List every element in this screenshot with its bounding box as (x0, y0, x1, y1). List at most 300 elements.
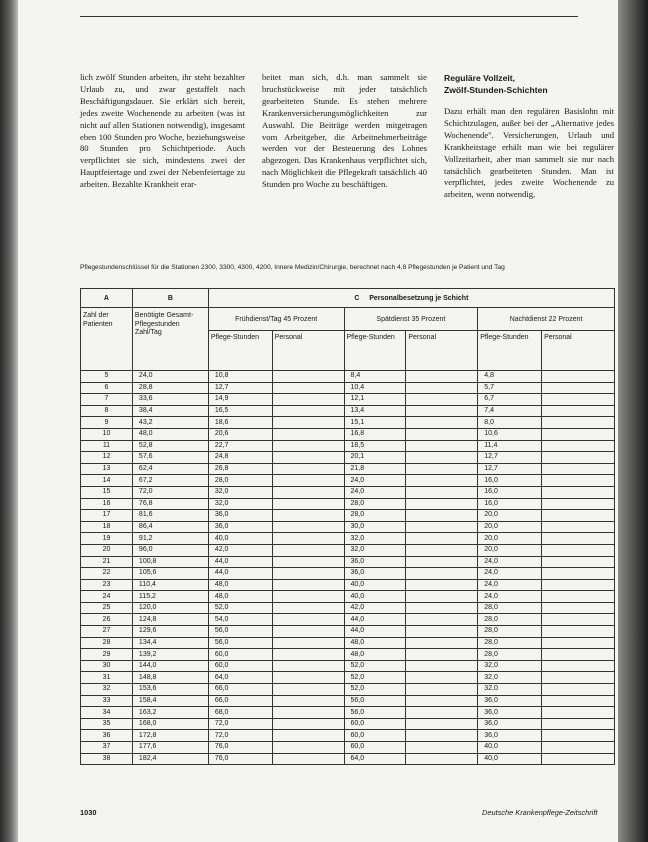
late-staff-cell (406, 521, 478, 533)
patients-cell: 22 (81, 568, 133, 580)
late-hours-cell: 20,1 (344, 452, 406, 464)
staff-subheader: Personal (272, 331, 344, 371)
late-hours-cell: 21,8 (344, 463, 406, 475)
table-row (81, 614, 615, 626)
col-c-title: Personalbesetzung je Schicht (369, 294, 469, 302)
late-staff-cell (406, 579, 478, 591)
early-hours-cell: 36,0 (208, 510, 272, 522)
col-b-subheader: Benötigte Gesamt-Pflegestunden Zahl/Tag (132, 308, 208, 371)
patients-cell: 24 (81, 591, 133, 603)
early-staff-cell (272, 753, 344, 765)
patients-cell: 33 (81, 695, 133, 707)
late-hours-cell: 16,8 (344, 428, 406, 440)
night-staff-cell (542, 417, 615, 429)
night-hours-cell: 7,4 (478, 405, 542, 417)
early-staff-cell (272, 371, 344, 383)
late-hours-cell: 15,1 (344, 417, 406, 429)
night-hours-cell: 12,7 (478, 452, 542, 464)
early-staff-cell (272, 394, 344, 406)
early-staff-cell (272, 730, 344, 742)
late-staff-cell (406, 626, 478, 638)
night-staff-cell (542, 428, 615, 440)
night-staff-cell (542, 718, 615, 730)
total-hours-cell: 129,6 (132, 626, 208, 638)
night-hours-cell: 32,0 (478, 660, 542, 672)
early-staff-cell (272, 684, 344, 696)
total-hours-cell: 28,8 (132, 382, 208, 394)
table-row (81, 521, 615, 533)
late-staff-cell (406, 544, 478, 556)
late-hours-cell: 60,0 (344, 718, 406, 730)
night-hours-cell: 11,4 (478, 440, 542, 452)
late-hours-cell: 40,0 (344, 591, 406, 603)
patients-cell: 23 (81, 579, 133, 591)
patients-cell: 13 (81, 463, 133, 475)
early-hours-cell: 28,0 (208, 475, 272, 487)
early-hours-cell: 48,0 (208, 591, 272, 603)
night-hours-cell: 28,0 (478, 602, 542, 614)
night-staff-cell (542, 382, 615, 394)
early-staff-cell (272, 417, 344, 429)
night-staff-cell (542, 684, 615, 696)
early-hours-cell: 12,7 (208, 382, 272, 394)
table-row (81, 556, 615, 568)
late-staff-cell (406, 718, 478, 730)
night-staff-cell (542, 544, 615, 556)
late-hours-cell: 60,0 (344, 730, 406, 742)
total-hours-cell: 110,4 (132, 579, 208, 591)
table-row (81, 684, 615, 696)
late-hours-cell: 10,4 (344, 382, 406, 394)
early-staff-cell (272, 626, 344, 638)
paragraph: lich zwölf Stunden arbeiten, ihr steht bezahlter Urlaub zu, und zwar gestaffelt nach Beschäftigungsdauer. Sie erklärt sich bereit, jedes zweite Wochenende zu arbeiten (was ist nicht auf allen Stationen notwendig), insgesamt eben 100 Stunden pro Woche, beziehungsweise 80 Stunden pro Schichtperiode. Auch verpflichtet sie sich, mindestens zwei der Hauptfeiertage und zwei der Nebenfeiertage zu arbeiten. Bezahlte Krankheit erar- (80, 72, 245, 190)
night-staff-cell (542, 649, 615, 661)
total-hours-cell: 158,4 (132, 695, 208, 707)
early-hours-cell: 32,0 (208, 486, 272, 498)
total-hours-cell: 81,6 (132, 510, 208, 522)
night-hours-cell: 32,0 (478, 672, 542, 684)
early-hours-cell: 42,0 (208, 544, 272, 556)
total-hours-cell: 62,4 (132, 463, 208, 475)
night-hours-cell: 28,0 (478, 626, 542, 638)
early-staff-cell (272, 463, 344, 475)
patients-cell: 15 (81, 486, 133, 498)
shift-night-header: Nachtdienst 22 Prozent (478, 308, 615, 331)
patients-cell: 28 (81, 637, 133, 649)
night-hours-cell: 28,0 (478, 614, 542, 626)
total-hours-cell: 124,8 (132, 614, 208, 626)
late-hours-cell: 30,0 (344, 521, 406, 533)
night-staff-cell (542, 475, 615, 487)
late-hours-cell: 44,0 (344, 614, 406, 626)
night-staff-cell (542, 695, 615, 707)
late-hours-cell: 60,0 (344, 742, 406, 754)
total-hours-cell: 91,2 (132, 533, 208, 545)
table-row (81, 742, 615, 754)
patients-cell: 12 (81, 452, 133, 464)
late-hours-cell: 52,0 (344, 660, 406, 672)
patients-cell: 5 (81, 371, 133, 383)
night-hours-cell: 36,0 (478, 718, 542, 730)
late-hours-cell: 28,0 (344, 498, 406, 510)
table-row (81, 394, 615, 406)
late-staff-cell (406, 730, 478, 742)
late-hours-cell: 36,0 (344, 568, 406, 580)
night-hours-cell: 16,0 (478, 498, 542, 510)
early-staff-cell (272, 382, 344, 394)
early-staff-cell (272, 475, 344, 487)
total-hours-cell: 182,4 (132, 753, 208, 765)
early-staff-cell (272, 707, 344, 719)
night-hours-cell: 24,0 (478, 556, 542, 568)
total-hours-cell: 163,2 (132, 707, 208, 719)
patients-cell: 37 (81, 742, 133, 754)
late-staff-cell (406, 533, 478, 545)
late-hours-cell: 8,4 (344, 371, 406, 383)
early-staff-cell (272, 521, 344, 533)
early-hours-cell: 36,0 (208, 521, 272, 533)
table-row (81, 498, 615, 510)
table-row (81, 440, 615, 452)
night-hours-cell: 40,0 (478, 753, 542, 765)
table-row (81, 544, 615, 556)
early-hours-cell: 52,0 (208, 602, 272, 614)
early-hours-cell: 22,7 (208, 440, 272, 452)
patients-cell: 29 (81, 649, 133, 661)
total-hours-cell: 38,4 (132, 405, 208, 417)
hours-subheader: Pflege-Stunden (208, 331, 272, 371)
night-staff-cell (542, 510, 615, 522)
late-staff-cell (406, 394, 478, 406)
early-hours-cell: 18,6 (208, 417, 272, 429)
night-hours-cell: 6,7 (478, 394, 542, 406)
paragraph: Dazu erhält man den regulären Basislohn mit Schichtzulagen, außer bei der „Alternative jedes Wochenende". Versicherungen, Urlaub und Krankheitstage erhält man wie bei regulärer Vollzeitarbeit, aber man sammelt sie nur nach tatsächlich gearbeiteten Stunden. Man ist verpflichtet, jedes zweite Wochenende zu arbeiten, wenn notwendig, (444, 106, 614, 200)
hours-subheader: Pflege-Stunden (344, 331, 406, 371)
late-staff-cell (406, 382, 478, 394)
night-hours-cell: 20,0 (478, 510, 542, 522)
early-hours-cell: 16,5 (208, 405, 272, 417)
early-staff-cell (272, 440, 344, 452)
night-hours-cell: 8,0 (478, 417, 542, 429)
early-hours-cell: 54,0 (208, 614, 272, 626)
patients-cell: 7 (81, 394, 133, 406)
night-hours-cell: 16,0 (478, 475, 542, 487)
table-row (81, 695, 615, 707)
late-staff-cell (406, 568, 478, 580)
late-staff-cell (406, 556, 478, 568)
early-staff-cell (272, 742, 344, 754)
night-staff-cell (542, 568, 615, 580)
total-hours-cell: 144,0 (132, 660, 208, 672)
night-hours-cell: 24,0 (478, 568, 542, 580)
patients-cell: 26 (81, 614, 133, 626)
night-hours-cell: 32,0 (478, 684, 542, 696)
total-hours-cell: 86,4 (132, 521, 208, 533)
total-hours-cell: 24,0 (132, 371, 208, 383)
book-binding-shadow (0, 0, 18, 842)
col-c-letter: C (354, 294, 360, 302)
staff-subheader: Personal (406, 331, 478, 371)
early-hours-cell: 72,0 (208, 718, 272, 730)
patients-cell: 32 (81, 684, 133, 696)
late-hours-cell: 32,0 (344, 544, 406, 556)
early-staff-cell (272, 637, 344, 649)
journal-name: Deutsche Krankenpflege-Zeitschrift (482, 808, 598, 817)
col-c-header (208, 289, 614, 308)
patients-cell: 35 (81, 718, 133, 730)
table-row (81, 649, 615, 661)
page-number: 1030 (80, 808, 97, 817)
total-hours-cell: 168,0 (132, 718, 208, 730)
night-hours-cell: 28,0 (478, 649, 542, 661)
page-edge-shadow (618, 0, 648, 842)
night-staff-cell (542, 452, 615, 464)
night-hours-cell: 36,0 (478, 707, 542, 719)
early-hours-cell: 48,0 (208, 579, 272, 591)
early-hours-cell: 40,0 (208, 533, 272, 545)
table-row (81, 753, 615, 765)
night-hours-cell: 24,0 (478, 591, 542, 603)
early-staff-cell (272, 498, 344, 510)
early-staff-cell (272, 660, 344, 672)
late-staff-cell (406, 417, 478, 429)
total-hours-cell: 153,6 (132, 684, 208, 696)
night-staff-cell (542, 707, 615, 719)
early-hours-cell: 10,8 (208, 371, 272, 383)
table-row (81, 626, 615, 638)
late-hours-cell: 52,0 (344, 684, 406, 696)
staff-subheader: Personal (542, 331, 615, 371)
early-staff-cell (272, 718, 344, 730)
late-hours-cell: 24,0 (344, 475, 406, 487)
early-hours-cell: 56,0 (208, 637, 272, 649)
late-staff-cell (406, 498, 478, 510)
table-row (81, 452, 615, 464)
night-staff-cell (542, 742, 615, 754)
night-hours-cell: 28,0 (478, 637, 542, 649)
night-hours-cell: 5,7 (478, 382, 542, 394)
early-hours-cell: 20,6 (208, 428, 272, 440)
table-caption: Pflegestundenschlüssel für die Stationen 2300, 3300, 4300, 4200, Innere Medizin/Chirurgie, berechnet nach 4,8 Pflegestunden je Patient und Tag (80, 264, 505, 271)
night-staff-cell (542, 394, 615, 406)
table-row (81, 533, 615, 545)
late-hours-cell: 13,4 (344, 405, 406, 417)
patients-cell: 19 (81, 533, 133, 545)
patients-cell: 27 (81, 626, 133, 638)
late-hours-cell: 56,0 (344, 695, 406, 707)
table-row (81, 405, 615, 417)
table-row (81, 730, 615, 742)
night-staff-cell (542, 463, 615, 475)
patients-cell: 31 (81, 672, 133, 684)
late-hours-cell: 48,0 (344, 649, 406, 661)
early-hours-cell: 24,8 (208, 452, 272, 464)
late-staff-cell (406, 637, 478, 649)
table-row (81, 637, 615, 649)
late-staff-cell (406, 602, 478, 614)
total-hours-cell: 100,8 (132, 556, 208, 568)
early-hours-cell: 72,0 (208, 730, 272, 742)
patients-cell: 36 (81, 730, 133, 742)
early-hours-cell: 44,0 (208, 556, 272, 568)
patients-cell: 30 (81, 660, 133, 672)
early-staff-cell (272, 452, 344, 464)
early-staff-cell (272, 695, 344, 707)
night-staff-cell (542, 672, 615, 684)
early-staff-cell (272, 614, 344, 626)
total-hours-cell: 139,2 (132, 649, 208, 661)
night-hours-cell: 20,0 (478, 544, 542, 556)
night-hours-cell: 10,6 (478, 428, 542, 440)
table-row (81, 568, 615, 580)
late-staff-cell (406, 649, 478, 661)
patients-cell: 10 (81, 428, 133, 440)
patients-cell: 38 (81, 753, 133, 765)
table-row (81, 475, 615, 487)
col-b-header: B (132, 289, 208, 308)
total-hours-cell: 43,2 (132, 417, 208, 429)
early-hours-cell: 60,0 (208, 649, 272, 661)
late-hours-cell: 12,1 (344, 394, 406, 406)
patients-cell: 11 (81, 440, 133, 452)
table-row (81, 602, 615, 614)
late-staff-cell (406, 695, 478, 707)
early-hours-cell: 68,0 (208, 707, 272, 719)
late-hours-cell: 44,0 (344, 626, 406, 638)
late-hours-cell: 56,0 (344, 707, 406, 719)
late-staff-cell (406, 475, 478, 487)
late-staff-cell (406, 463, 478, 475)
text-column-3 (444, 72, 614, 201)
patients-cell: 25 (81, 602, 133, 614)
late-staff-cell (406, 707, 478, 719)
patients-cell: 18 (81, 521, 133, 533)
early-hours-cell: 14,9 (208, 394, 272, 406)
early-staff-cell (272, 486, 344, 498)
col-a-header: A (81, 289, 133, 308)
late-staff-cell (406, 591, 478, 603)
late-staff-cell (406, 753, 478, 765)
night-staff-cell (542, 637, 615, 649)
total-hours-cell: 134,4 (132, 637, 208, 649)
patients-cell: 6 (81, 382, 133, 394)
night-staff-cell (542, 660, 615, 672)
total-hours-cell: 72,0 (132, 486, 208, 498)
late-hours-cell: 64,0 (344, 753, 406, 765)
total-hours-cell: 67,2 (132, 475, 208, 487)
late-hours-cell: 36,0 (344, 556, 406, 568)
table-row (81, 428, 615, 440)
header-rule (80, 16, 578, 17)
table-row (81, 486, 615, 498)
night-hours-cell: 24,0 (478, 579, 542, 591)
late-staff-cell (406, 672, 478, 684)
late-hours-cell: 32,0 (344, 533, 406, 545)
staffing-table (80, 288, 615, 765)
night-staff-cell (542, 498, 615, 510)
night-hours-cell: 20,0 (478, 521, 542, 533)
table-row (81, 579, 615, 591)
early-hours-cell: 44,0 (208, 568, 272, 580)
early-hours-cell: 56,0 (208, 626, 272, 638)
late-staff-cell (406, 742, 478, 754)
early-hours-cell: 60,0 (208, 660, 272, 672)
late-hours-cell: 28,0 (344, 510, 406, 522)
patients-cell: 16 (81, 498, 133, 510)
text-column-2 (262, 72, 427, 191)
table-row (81, 718, 615, 730)
subheading: Zwölf-Stunden-Schichten (444, 85, 548, 95)
total-hours-cell: 48,0 (132, 428, 208, 440)
subheading: Reguläre Vollzeit, (444, 73, 515, 83)
patients-cell: 14 (81, 475, 133, 487)
total-hours-cell: 76,8 (132, 498, 208, 510)
total-hours-cell: 96,0 (132, 544, 208, 556)
early-staff-cell (272, 510, 344, 522)
night-hours-cell: 36,0 (478, 695, 542, 707)
late-staff-cell (406, 428, 478, 440)
late-staff-cell (406, 405, 478, 417)
late-hours-cell: 48,0 (344, 637, 406, 649)
total-hours-cell: 148,8 (132, 672, 208, 684)
early-staff-cell (272, 556, 344, 568)
night-staff-cell (542, 405, 615, 417)
table-row (81, 463, 615, 475)
early-staff-cell (272, 672, 344, 684)
total-hours-cell: 120,0 (132, 602, 208, 614)
night-staff-cell (542, 614, 615, 626)
table-row (81, 510, 615, 522)
total-hours-cell: 115,2 (132, 591, 208, 603)
total-hours-cell: 172,8 (132, 730, 208, 742)
night-hours-cell: 12,7 (478, 463, 542, 475)
late-hours-cell: 52,0 (344, 672, 406, 684)
night-staff-cell (542, 521, 615, 533)
patients-cell: 9 (81, 417, 133, 429)
table-row (81, 660, 615, 672)
night-hours-cell: 36,0 (478, 730, 542, 742)
early-staff-cell (272, 405, 344, 417)
night-staff-cell (542, 602, 615, 614)
early-staff-cell (272, 533, 344, 545)
table-row (81, 707, 615, 719)
late-staff-cell (406, 684, 478, 696)
early-staff-cell (272, 579, 344, 591)
col-a-subheader: Zahl der Patienten (81, 308, 133, 371)
night-staff-cell (542, 556, 615, 568)
early-staff-cell (272, 568, 344, 580)
late-staff-cell (406, 510, 478, 522)
night-staff-cell (542, 533, 615, 545)
late-staff-cell (406, 486, 478, 498)
early-staff-cell (272, 649, 344, 661)
early-staff-cell (272, 591, 344, 603)
table-row (81, 417, 615, 429)
shift-late-header: Spätdienst 35 Prozent (344, 308, 478, 331)
night-staff-cell (542, 626, 615, 638)
early-hours-cell: 66,0 (208, 684, 272, 696)
patients-cell: 21 (81, 556, 133, 568)
late-staff-cell (406, 614, 478, 626)
night-staff-cell (542, 591, 615, 603)
late-staff-cell (406, 452, 478, 464)
night-staff-cell (542, 440, 615, 452)
patients-cell: 17 (81, 510, 133, 522)
early-staff-cell (272, 428, 344, 440)
shift-early-header: Frühdienst/Tag 45 Prozent (208, 308, 344, 331)
early-hours-cell: 26,8 (208, 463, 272, 475)
early-hours-cell: 76,0 (208, 753, 272, 765)
